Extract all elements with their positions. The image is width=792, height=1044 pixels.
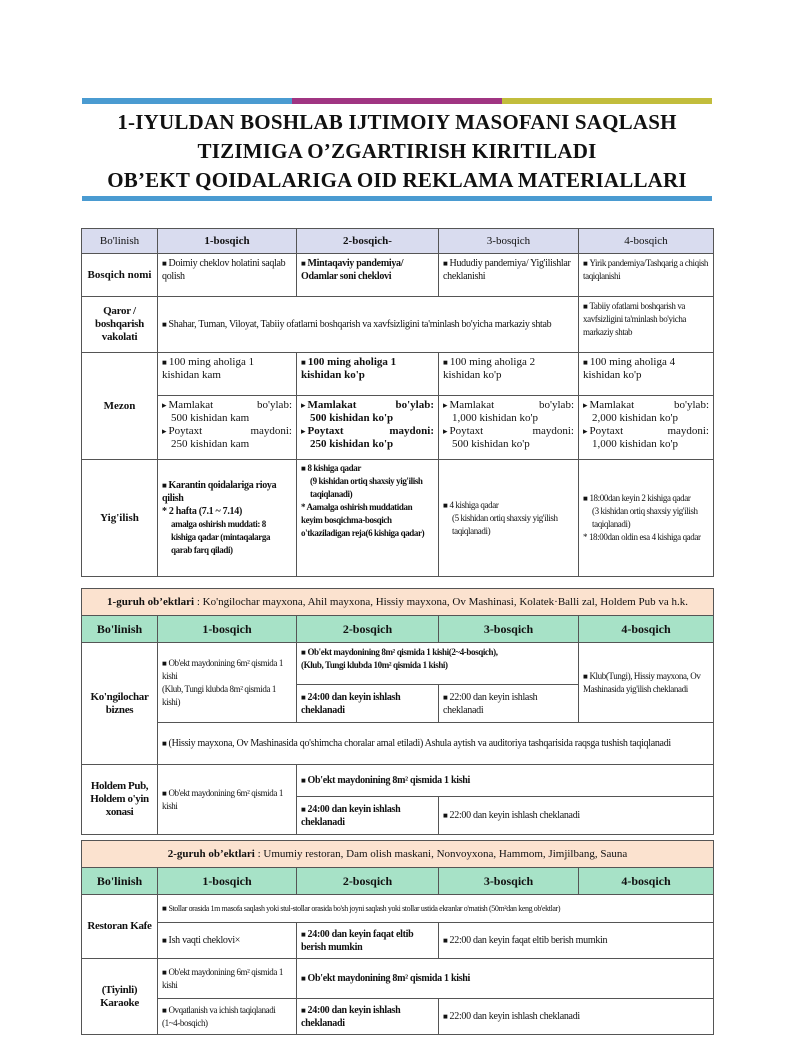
color-bar-segment — [82, 98, 292, 104]
cell-line: 1,000 kishidan ko'p — [452, 412, 539, 424]
table-row — [82, 999, 714, 1035]
cell-line: ▸ Poytaxt maydoni: — [162, 425, 292, 438]
header-cell: Bo'linish — [82, 229, 158, 254]
cell: ■ Mintaqaviy pandemiya/ Odamlar soni cheklovi — [297, 254, 439, 297]
cell: ■ Hududiy pandemiya/ Yig'ilishlar cheklanishi — [439, 254, 579, 297]
cell-line: ▸ Mamlakat bo'ylab: — [162, 399, 292, 412]
cell — [297, 396, 439, 460]
cell-line: ▸ Poytaxt maydoni: — [583, 425, 709, 438]
cell-line: (9 kishidan ortiq shaxsiy yig'ilish taqiqlanadi) — [310, 476, 423, 499]
cell: ■ Ish vaqti cheklovi× — [158, 923, 297, 959]
cell-line: * 18:00dan oldin esa 4 kishiga qadar — [583, 532, 701, 542]
header-cell: 1-bosqich — [158, 868, 297, 895]
cell-line: ▸ Mamlakat bo'ylab: — [443, 399, 574, 412]
header-cell: 2-bosqich- — [297, 229, 439, 254]
row-label: Ko'ngilochar biznes — [82, 643, 158, 765]
header-cell: 3-bosqich — [439, 229, 579, 254]
cell: ■ Klub(Tungi), Hissiy mayxona, Ov Mashinasida yig'ilish cheklanadi — [579, 643, 714, 723]
cell-line: ■ 18:00dan keyin 2 kishiga qadar — [583, 492, 709, 505]
table-row — [82, 460, 714, 577]
cell-line: ■ Ob'ekt maydonining 6m² qismida 1 kishi — [162, 657, 292, 683]
header-cell: 4-bosqich — [579, 868, 714, 895]
header-cell: 2-bosqich — [297, 616, 439, 643]
page-title — [82, 108, 712, 195]
cell — [439, 396, 579, 460]
cell-line: (3 kishidan ortiq shaxsiy yig'ilish taqiqlanadi) — [592, 506, 698, 529]
group-list: : Ko'ngilochar mayxona, Ahil mayxona, Hissiy mayxona, Ov Mashinasi, Kolatek·Balli zal, Holdem Pub va h.k. — [194, 595, 688, 608]
cell-line: (Klub, Tungi klubda 10m² qismida 1 kishi) — [301, 660, 448, 670]
cell-line: 2,000 kishidan ko'p — [592, 412, 679, 424]
table-header-row — [82, 868, 714, 895]
cell: ■ Ob'ekt maydonining 6m² qismida 1 kishi — [158, 765, 297, 835]
cell-line: (5 kishidan ortiq shaxsiy yig'ilish taqiqlanadi) — [452, 512, 558, 536]
table-row — [82, 254, 714, 297]
cell-line: 500 kishidan ko'p — [310, 412, 394, 424]
cell: ■ 24:00 dan keyin ishlash cheklanadi — [297, 999, 439, 1035]
table-row — [82, 297, 714, 353]
title-color-bar — [82, 98, 712, 104]
header-cell: 2-bosqich — [297, 868, 439, 895]
table-row — [82, 396, 714, 460]
table-row — [82, 923, 714, 959]
group-heading — [82, 841, 714, 868]
cell: ■ 100 ming aholiga 1 kishidan ko'p — [297, 353, 439, 396]
cell: ■ 24:00 dan keyin ishlash cheklanadi — [297, 685, 439, 723]
color-bar-segment — [292, 98, 502, 104]
cell: ■ 24:00 dan keyin faqat eltib berish mumkin — [297, 923, 439, 959]
header-cell: 1-bosqich — [158, 229, 297, 254]
cell — [579, 460, 714, 577]
group2-table — [81, 840, 714, 1035]
header-cell: Bo'linish — [82, 616, 158, 643]
header-cell: 4-bosqich — [579, 229, 714, 254]
cell: ■ Tabiiy ofatlarni boshqarish va xavfsizligini ta'minlash bo'yicha markaziy shtab — [579, 297, 714, 353]
cell-line: ▸ Mamlakat bo'ylab: — [301, 399, 434, 412]
table-header-row — [82, 229, 714, 254]
table-row — [82, 723, 714, 765]
cell: ■ Stollar orasida 1m masofa saqlash yoki stul-stollar orasida bo'sh joyni saqlash yoki stollar ustida ekranlar o'rnatish (50m²dan keng ob'ektlar) — [158, 895, 714, 923]
row-label: Restoran Kafe — [82, 895, 158, 959]
cell — [297, 643, 579, 685]
header-cell: 3-bosqich — [439, 616, 579, 643]
color-bar-segment — [502, 98, 712, 104]
cell-line: ▸ Poytaxt maydoni: — [443, 425, 574, 438]
cell: ■ 100 ming aholiga 2 kishidan ko'p — [439, 353, 579, 396]
stages-table — [81, 228, 714, 577]
cell — [579, 396, 714, 460]
header-cell: 4-bosqich — [579, 616, 714, 643]
cell: ■ Ob'ekt maydonining 6m² qismida 1 kishi — [158, 959, 297, 999]
cell-line: ■ Karantin qoidalariga rioya qilish — [162, 479, 292, 505]
group-heading-row — [82, 841, 714, 868]
cell: ■ Ob'ekt maydonining 8m² qismida 1 kishi — [297, 959, 714, 999]
cell — [439, 460, 579, 577]
cell-line: amalga oshirish muddati: 8 kishiga qadar (mintaqalarga qarab farq qiladi) — [171, 519, 271, 555]
group-title: 1-guruh ob’ektlari — [107, 595, 195, 608]
cell — [297, 460, 439, 577]
cell-line: 500 kishidan ko'p — [452, 438, 530, 450]
cell: ■ 22:00 dan keyin ishlash cheklanadi — [439, 999, 714, 1035]
cell-line: * 2 hafta (7.1 ~ 7.14) — [162, 506, 242, 517]
cell: ■ 22:00 dan keyin ishlash cheklanadi — [439, 685, 579, 723]
cell-line: ■ 4 kishiga qadar — [443, 499, 574, 512]
cell: ■ 24:00 dan keyin ishlash cheklanadi — [297, 797, 439, 835]
cell: ■ Ovqatlanish va ichish taqiqlanadi (1~4-bosqich) — [158, 999, 297, 1035]
group-title: 2-guruh ob’ektlari — [167, 847, 255, 860]
row-label: (Tiyinli) Karaoke — [82, 959, 158, 1035]
cell: ■ Doimiy cheklov holatini saqlab qolish — [158, 254, 297, 297]
cell: ■ Yirik pandemiya/Tashqarig a chiqish taqiqlanishi — [579, 254, 714, 297]
cell-line: ▸ Mamlakat bo'ylab: — [583, 399, 709, 412]
group-heading — [82, 589, 714, 616]
header-cell: Bo'linish — [82, 868, 158, 895]
cell — [158, 643, 297, 723]
header-cell: 1-bosqich — [158, 616, 297, 643]
title-line: OB’EKT QOIDALARIGA OID REKLAMA MATERIALLARI — [107, 168, 687, 192]
cell-line: 250 kishidan ko'p — [310, 438, 394, 450]
title-line: 1-IYULDAN BOSHLAB IJTIMOIY MASOFANI SAQLASH — [117, 110, 677, 134]
cell — [158, 460, 297, 577]
cell: ■ Shahar, Tuman, Viloyat, Tabiiy ofatlarni boshqarish va xavfsizligini ta'minlash bo'yicha markaziy shtab — [158, 297, 579, 353]
cell: ■ 100 ming aholiga 1 kishidan kam — [158, 353, 297, 396]
cell: ■ Ob'ekt maydonining 8m² qismida 1 kishi — [297, 765, 714, 797]
table-row — [82, 643, 714, 685]
title-underline — [82, 196, 712, 201]
cell-line: (Klub, Tungi klubda 8m² qismida 1 kishi) — [162, 683, 277, 707]
cell-line: 500 kishidan kam — [171, 412, 250, 424]
row-label: Holdem Pub, Holdem o'yin xonasi — [82, 765, 158, 835]
title-line: TIZIMIGA O’ZGARTIRISH KIRITILADI — [197, 139, 597, 163]
cell-line: * Aamalga oshirish muddatidan keyim bosqichma-bosqich o'tkaziladigan reja(6 kishiga qadar) — [301, 502, 425, 538]
group1-table — [81, 588, 714, 835]
cell-line: ■ 8 kishiga qadar — [301, 462, 434, 475]
header-cell: 3-bosqich — [439, 868, 579, 895]
cell: ■ 100 ming aholiga 4 kishidan ko'p — [579, 353, 714, 396]
row-label: Yig'ilish — [82, 460, 158, 577]
table-row — [82, 959, 714, 999]
table-row — [82, 353, 714, 396]
cell: ■ 22:00 dan keyin ishlash cheklanadi — [439, 797, 714, 835]
table-row — [82, 895, 714, 923]
row-label: Bosqich nomi — [82, 254, 158, 297]
cell-line: 1,000 kishidan ko'p — [592, 438, 679, 450]
row-label: Qaror / boshqarish vakolati — [82, 297, 158, 353]
group-heading-row — [82, 589, 714, 616]
group-list: : Umumiy restoran, Dam olish maskani, Nonvoyxona, Hammom, Jimjilbang, Sauna — [254, 847, 628, 860]
cell-line: 250 kishidan kam — [171, 438, 250, 450]
cell: ■ 22:00 dan keyin faqat eltib berish mumkin — [439, 923, 714, 959]
cell — [158, 396, 297, 460]
table-header-row — [82, 616, 714, 643]
cell: ■ (Hissiy mayxona, Ov Mashinasida qo'shimcha choralar amal etiladi) Ashula aytish va auditoriya tashqarisida raqsga tushish taqiqlanadi — [158, 723, 714, 765]
table-row — [82, 765, 714, 797]
cell-line: ■ Ob'ekt maydonining 8m² qismida 1 kishi(2~4-bosqich), — [301, 646, 574, 659]
cell-line: ▸ Poytaxt maydoni: — [301, 425, 434, 438]
row-label: Mezon — [82, 353, 158, 460]
